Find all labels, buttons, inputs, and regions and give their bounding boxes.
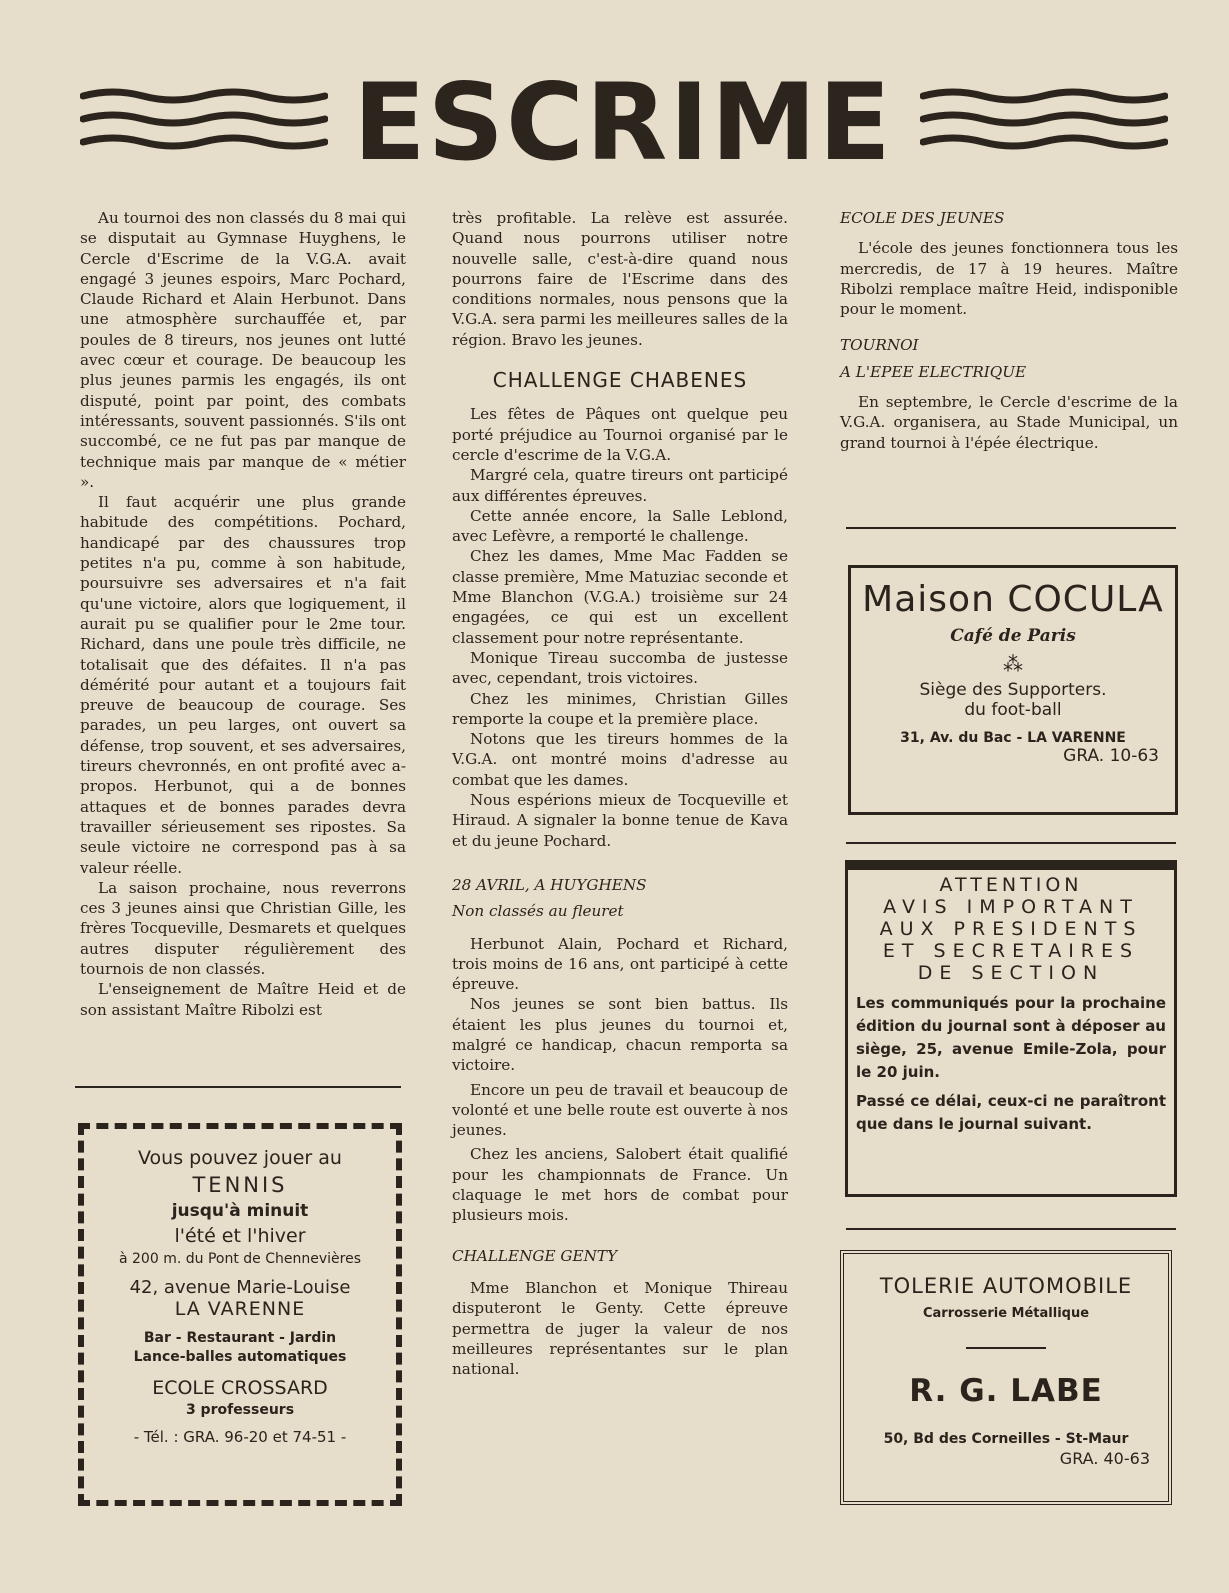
article-paragraph: Nos jeunes se sont bien battus. Ils étaient les plus jeunes du tournoi et, malgré ce handicap, chacun remporta sa victoire. bbox=[452, 995, 788, 1075]
article-paragraph: Mme Blanchon et Monique Thireau disputeront le Genty. Cette épreuve permettra de juger la valeur de nos meilleures représentantes sur le plan national. bbox=[452, 1278, 788, 1379]
notice-heading: AUX PRESIDENTS bbox=[879, 918, 1143, 940]
section-heading: 28 AVRIL, A HUYGHENS bbox=[452, 875, 647, 894]
article-paragraph: Herbunot Alain, Pochard et Richard, trois moins de 16 ans, ont participé à cette épreuve. bbox=[452, 934, 788, 994]
ad-tolerie bbox=[840, 1250, 1172, 1505]
notice-body: Les communiqués pour la prochaine édition du journal sont à déposer au siège, 25, avenue Emile-Zola, pour le 20 juin. bbox=[856, 994, 1166, 1081]
notice-body: Passé ce délai, ceux-ci ne paraîtront que dans le journal suivant. bbox=[856, 1092, 1166, 1133]
ad-text: du foot-ball bbox=[964, 700, 1062, 720]
article-paragraph: La saison prochaine, nous reverrons ces 3 jeunes ainsi que Christian Gille, les frères Tocqueville, Desmarets et quelques autres disputer régulièrement des tournois de non classés. bbox=[80, 878, 406, 978]
ad-text: jusqu'à minuit bbox=[171, 1201, 309, 1221]
ad-text: TOLERIE AUTOMOBILE bbox=[879, 1274, 1133, 1298]
section-heading: CHALLENGE CHABENES bbox=[492, 368, 748, 393]
ad-text: Carrosserie Métallique bbox=[922, 1306, 1090, 1321]
wave-ornament-left bbox=[80, 86, 328, 156]
article-paragraph: Monique Tireau succomba de justesse avec, cependant, trois victoires. bbox=[452, 648, 788, 688]
article-paragraph: Encore un peu de travail et beaucoup de volonté et une belle route est ouverte à nos jeunes. bbox=[452, 1080, 788, 1140]
article-paragraph: Cette année encore, la Salle Leblond, avec Lefèvre, a remporté le challenge. bbox=[452, 506, 788, 546]
ornament-icon: ⁂ bbox=[1003, 652, 1023, 676]
ad-text: l'été et l'hiver bbox=[174, 1225, 306, 1247]
article-paragraph: Au tournoi des non classés du 8 mai qui se disputait au Gymnase Huyghens, le Cercle d'Escrime de la V.G.A. avait engagé 3 jeunes espoirs, Marc Pochard, Claude Richard et Alain Herbunot. Dans une atmosphère surchauffée et, par poules de 8 tireurs, nos jeunes ont lutté avec cœur et courage. De beaucoup les plus jeunes parmis les engagés, ils ont disputé, point par point, des combats intéressants, souvent passionnés. S'ils ont succombé, ce ne fut pas par manque de technique mais par manque de « métier ». bbox=[80, 209, 406, 491]
ad-text: LA VARENNE bbox=[174, 1298, 306, 1320]
ad-text: Siège des Supporters. bbox=[919, 680, 1107, 700]
ad-text: R. G. LABE bbox=[909, 1373, 1103, 1409]
ad-text: - Tél. : GRA. 96-20 et 74-51 - bbox=[133, 1428, 347, 1446]
divider bbox=[75, 1086, 401, 1088]
column-2 bbox=[452, 208, 788, 1379]
ad-text: 42, avenue Marie-Louise bbox=[129, 1277, 351, 1298]
ad-text: GRA. 40-63 bbox=[1059, 1449, 1150, 1468]
notice-heading: AVIS IMPORTANT bbox=[883, 896, 1139, 918]
divider bbox=[846, 527, 1176, 529]
notice-heading: DE SECTION bbox=[917, 962, 1105, 984]
ad-text: Café de Paris bbox=[950, 626, 1076, 646]
ad-text: Lance-balles automatiques bbox=[133, 1349, 347, 1365]
ad-text: Bar - Restaurant - Jardin bbox=[143, 1330, 337, 1346]
ad-text: à 200 m. du Pont de Chennevières bbox=[119, 1251, 361, 1267]
ad-text: Vous pouvez jouer au bbox=[138, 1147, 342, 1169]
article-paragraph: très profitable. La relève est assurée. Quand nous pourrons utiliser notre nouvelle salle, c'est-à-dire quand nous pourrons faire de l'Escrime dans des conditions normales, nous pensons que la V.G.A. sera parmi les meilleures salles de la région. Bravo les jeunes. bbox=[452, 209, 788, 349]
ad-text: GRA. 10-63 bbox=[1063, 746, 1159, 766]
ad-tennis bbox=[78, 1123, 402, 1506]
ad-text: ECOLE CROSSARD bbox=[152, 1377, 328, 1399]
ad-cocula bbox=[848, 565, 1178, 815]
section-subheading: Non classés au fleuret bbox=[452, 902, 624, 921]
article-paragraph: Les fêtes de Pâques ont quelque peu porté préjudice au Tournoi organisé par le cercle d'escrime de la V.G.A. bbox=[452, 405, 788, 464]
section-subheading: A L'EPEE ELECTRIQUE bbox=[840, 362, 1027, 381]
notice-heading: ET SECRETAIRES bbox=[882, 940, 1140, 962]
article-paragraph: L'enseignement de Maître Heid et de son assistant Maître Ribolzi est bbox=[80, 980, 406, 1019]
column-1 bbox=[80, 208, 406, 1020]
ad-text: Maison COCULA bbox=[862, 579, 1164, 620]
article-paragraph: Chez les dames, Mme Mac Fadden se classe première, Mme Matuziac seconde et Mme Blanchon (V.G.A.) troisième sur 24 engagées, ce qui est un excellent classement pour notre représentante. bbox=[452, 547, 788, 647]
divider bbox=[846, 1228, 1176, 1230]
article-paragraph: En septembre, le Cercle d'escrime de la V.G.A. organisera, au Stade Municipal, un grand tournoi à l'épée électrique. bbox=[840, 393, 1178, 452]
article-paragraph: Chez les minimes, Christian Gilles remporte la coupe et la première place. bbox=[452, 689, 788, 728]
column-3 bbox=[840, 208, 1178, 453]
article-paragraph: Notons que les tireurs hommes de la V.G.A. ont montré moins d'adresse au combat que les dames. bbox=[452, 730, 788, 789]
wave-ornament-right bbox=[920, 86, 1168, 156]
section-heading: ECOLE DES JEUNES bbox=[840, 209, 1005, 227]
article-paragraph: Margré cela, quatre tireurs ont participé aux différentes épreuves. bbox=[452, 466, 788, 505]
divider bbox=[966, 1347, 1046, 1349]
section-heading: CHALLENGE GENTY bbox=[452, 1246, 618, 1265]
ad-text: 3 professeurs bbox=[185, 1402, 295, 1418]
notice-attention bbox=[845, 860, 1177, 1197]
ad-text: TENNIS bbox=[192, 1173, 288, 1197]
ad-text: 50, Bd des Corneilles - St-Maur bbox=[883, 1431, 1129, 1447]
article-paragraph: Chez les anciens, Salobert était qualifié pour les championnats de France. Un claquage le met hors de combat pour plusieurs mois. bbox=[452, 1145, 788, 1225]
section-heading: TOURNOI bbox=[840, 336, 919, 355]
page-title: ESCRIME bbox=[353, 61, 893, 184]
article-paragraph: Nous espérions mieux de Tocqueville et Hiraud. A signaler la bonne tenue de Kava et du jeune Pochard. bbox=[452, 791, 788, 850]
article-paragraph: L'école des jeunes fonctionnera tous les mercredis, de 17 à 19 heures. Maître Ribolzi remplace maître Heid, indisponible pour le moment. bbox=[840, 239, 1178, 319]
divider bbox=[846, 842, 1176, 844]
ad-text: 31, Av. du Bac - LA VARENNE bbox=[900, 730, 1126, 746]
article-paragraph: Il faut acquérir une plus grande habitude des compétitions. Pochard, handicapé par des chaussures trop petites n'a pu, comme à son habitude, poursuivre ses adversaires et n'a fait qu'une victoire, alors que logiquement, il aurait pu se qualifier pour le 2me tour. Richard, dans une poule très difficile, ne totalisait que des défaites. Il n'a pas démérité pour autant et a toujours fait preuve de beaucoup de courage. Ses parades, un peu larges, ont ouvert sa défense, trop souvent, et ses adversaires, tireurs chevronnés, en ont profité avec a-propos. Herbunot, qui a de bonnes attaques et de bonnes parades devra travailler sérieusement ses ripostes. Sa seule victoire ne correspond pas à sa valeur réelle. bbox=[80, 493, 406, 877]
notice-heading: ATTENTION bbox=[939, 874, 1083, 896]
